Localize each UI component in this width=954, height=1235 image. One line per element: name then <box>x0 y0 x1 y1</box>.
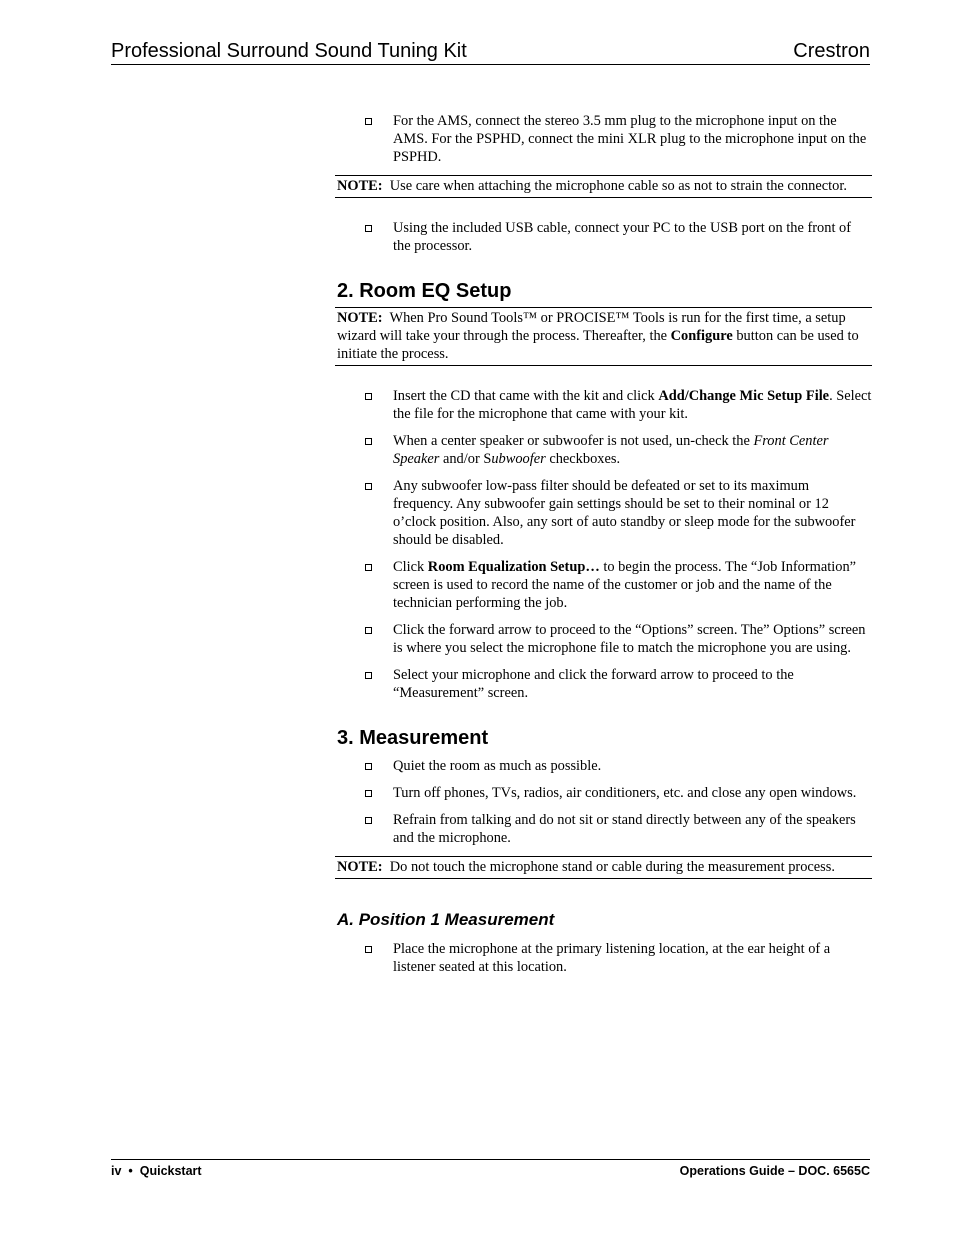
note-box: NOTE: When Pro Sound Tools™ or PROCISE™ Tools is run for the first time, a setup wizard will take your through the process. Thereafter, the Configure button can be used to initiate the process. <box>335 307 872 366</box>
section-heading: 3. Measurement <box>337 727 489 749</box>
list-item: Insert the CD that came with the kit and click Add/Change Mic Setup File. Select the file for the microphone that came with your kit. <box>335 387 872 423</box>
note-box: NOTE: Do not touch the microphone stand or cable during the measurement process. <box>335 856 872 879</box>
note-label: NOTE: <box>337 178 383 194</box>
checkbox-bullet-icon <box>365 118 372 125</box>
list-item: Refrain from talking and do not sit or stand directly between any of the speakers and the microphone. <box>335 811 872 847</box>
list-item: When a center speaker or subwoofer is not used, un-check the Front Center Speaker and/or Subwoofer checkboxes. <box>335 432 872 468</box>
checkbox-bullet-icon <box>365 627 372 634</box>
brand-name: Crestron <box>793 40 870 62</box>
list-item: Turn off phones, TVs, radios, air conditioners, etc. and close any open windows. <box>335 784 872 802</box>
checkbox-bullet-icon <box>365 438 372 445</box>
list-item: Place the microphone at the primary listening location, at the ear height of a listener seated at this location. <box>335 940 872 976</box>
section-heading: 2. Room EQ Setup <box>337 280 512 302</box>
checkbox-bullet-icon <box>365 393 372 400</box>
list-item: Select your microphone and click the forward arrow to proceed to the “Measurement” screen. <box>335 666 872 702</box>
list-item: Any subwoofer low-pass filter should be defeated or set to its maximum frequency. Any subwoofer gain settings should be set to their nominal or 12 o’clock position. Also, any sort of auto standby or sleep mode for the subwoofer should be disabled. <box>335 477 872 549</box>
footer-section <box>111 1164 202 1178</box>
checkbox-bullet-icon <box>365 790 372 797</box>
checkbox-bullet-icon <box>365 817 372 824</box>
note-label: NOTE: <box>337 310 383 326</box>
list-item: For the AMS, connect the stereo 3.5 mm plug to the microphone input on the AMS. For the PSPHD, connect the mini XLR plug to the microphone input on the PSPHD. <box>335 112 872 166</box>
page-footer <box>111 1159 870 1178</box>
document-number: Operations Guide – DOC. 6565C <box>679 1164 870 1178</box>
list-item: Click Room Equalization Setup… to begin the process. The “Job Information” screen is used to record the name of the customer or job and the name of the technician performing the job. <box>335 558 872 612</box>
bullet-separator: • <box>128 1164 133 1178</box>
checkbox-bullet-icon <box>365 763 372 770</box>
page-header <box>111 38 870 65</box>
note-label: NOTE: <box>337 859 383 875</box>
section-name: Quickstart <box>139 1164 202 1178</box>
checkbox-bullet-icon <box>365 946 372 953</box>
list-item: Quiet the room as much as possible. <box>335 757 872 775</box>
subsection-heading: A. Position 1 Measurement <box>337 910 555 929</box>
checkbox-bullet-icon <box>365 483 372 490</box>
page-number: iv <box>111 1164 122 1178</box>
checkbox-bullet-icon <box>365 672 372 679</box>
main-content <box>335 112 872 985</box>
list-item: Click the forward arrow to proceed to the “Options” screen. The” Options” screen is where you select the microphone file to match the microphone you are using. <box>335 621 872 657</box>
list-item: Using the included USB cable, connect your PC to the USB port on the front of the processor. <box>335 219 872 255</box>
document-title: Professional Surround Sound Tuning Kit <box>111 40 467 62</box>
note-box: NOTE: Use care when attaching the microphone cable so as not to strain the connector. <box>335 175 872 198</box>
checkbox-bullet-icon <box>365 225 372 232</box>
checkbox-bullet-icon <box>365 564 372 571</box>
